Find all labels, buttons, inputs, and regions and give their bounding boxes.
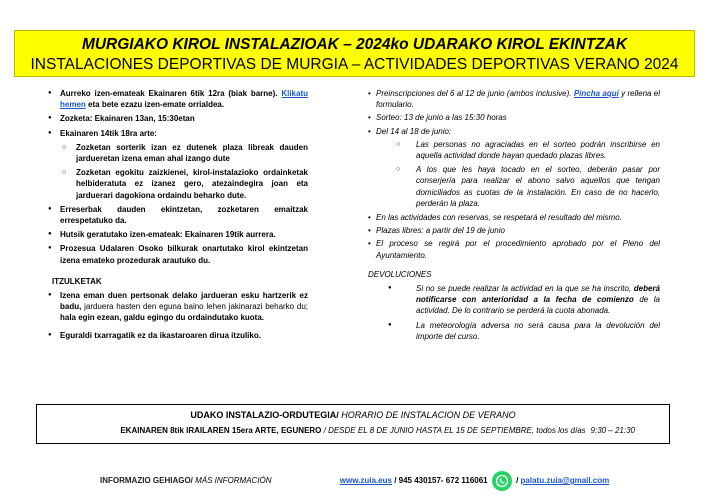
bullet-empty-places-eu: ● Hutsik geratutako izen-emateak: Ekainaren 19tik aurrera. [46,229,308,240]
title-banner [14,30,695,77]
subbullet-free-places-es: ○ Las personas no agraciadas en el sorteo podrán inscribirse en aquella actividad donde hayan quedado plazas libres. [368,139,660,161]
weather-rule-eu: ● Eguraldi txarragatik ez da ikastaroaren dirua itzuliko. [46,330,308,341]
schedule-title: UDAKO INSTALAZIO-ORDUTEGIA/ HORARIO DE INSTALACION DE VERANO [190,410,516,420]
refund-rule-es: ● Si no se puede realizar la actividad en la que se ha inscrito, deberá notificarse con anterioridad a la fecha de comienzo de la actividad. De lo contrario se perderá la cuota abonada. [368,283,660,317]
bullet-procedure-eu: ● Prozesua Udalaren Osoko bilkurak onartutako kirol ekintzetan izena emateko prozedurak arautuko du. [46,243,308,265]
subbullet-payment-eu: ○ Zozketan egokitu zaizkienei, kirol-instalazioko ordainketak helbideratuta ez izanez gero, atezaindegira joan eta jarduerari dagokiona ordaindu beharko dute. [46,167,308,201]
phone-numbers: / 945 430157- 672 116061 [391,476,488,486]
weather-rule-es: ● La meteorología adversa no será causa para la devolución del importe del curso. [368,320,660,342]
bullet-empty-places-es: • Plazas libres: a partir del 19 de junio [368,225,660,236]
schedule-dates: EKAINAREN 8tik IRAILAREN 15era ARTE, EGUNERO / DESDE EL 8 DE JUNIO HASTA EL 15 DE SEPTIEMBRE, todos los días 9:30 – 21:30 [120,426,635,435]
title-spanish: INSTALACIONES DEPORTIVAS DE MURGIA – ACTIVIDADES DEPORTIVAS VERANO 2024 [30,56,679,73]
refund-rule-eu: ● Izena eman duen pertsonak delako jardueran esku hartzerik ez badu, jarduera hasten den eguna baino lehen jakinarazi beharko du; hala egin ezean, galdu egingo du ordaindutako kuota. [46,290,308,324]
click-here-link[interactable]: Klikatu hemen [60,89,308,110]
bullet-preregistration-es: • Preinscripciones del 6 al 12 de junio (ambos inclusive). Pincha aquí y rellena el formulario. [368,88,660,110]
refunds-heading-eu: ITZULKETAK [52,276,102,286]
bullet-dates-eu: ● Ekainaren 14tik 18ra arte: [46,128,308,139]
bullet-procedure-es: • El proceso se regirá por el procedimiento aprobado por el Pleno del Ayuntamiento. [368,238,660,260]
bullet-draw-es: • Sorteo: 13 de junio a las 15:30 horas [368,112,660,123]
whatsapp-icon[interactable] [492,471,512,491]
schedule-box [36,404,670,444]
bullet-dates-es: • Del 14 al 18 de junio: [368,126,660,137]
title-basque: MURGIAKO KIROL INSTALAZIOAK – 2024ko UDARAKO KIROL EKINTZAK [81,36,628,53]
website-link[interactable]: www.zuia.eus [339,476,392,486]
bullet-reservations-eu: ● Erreserbak dauden ekintzetan, zozketaren emaitzak errespetatuko da. [46,204,308,226]
schedule-time: 9:30 – 21:30 [590,426,635,435]
refunds-heading-es: DEVOLUCIONES [368,269,432,279]
subbullet-free-places-eu: ○ Zozketan sorterik izan ez dutenek plaza libreak dauden jardueretan izena eman ahal izango dute [46,142,308,164]
bullet-draw-eu: ● Zozketa: Ekainaren 13an, 15:30etan [46,113,308,124]
bullet-preregistration-eu: ● Aurreko izen-emateak Ekainaren 6tik 12ra (biak barne). Klikatu hemen eta bete ezazu izen-emate orrialdea. [46,88,308,110]
pincha-aqui-link[interactable]: Pincha aquí [573,89,619,98]
bullet-reservations-es: • En las actividades con reservas, se respetará el resultado del mismo. [368,212,660,223]
footer-contact: INFORMAZIO GEHIAGO/ MÁS INFORMACIÓN www.zuia.eus / 945 430157- 672 116061 / palatu.zuia@gmail.com [100,471,609,491]
spanish-column [368,88,660,345]
subbullet-payment-es: ○ A los que les haya tocado en el sorteo, deberán pasar por conserjería para realizar el abono salvo aquellos que tengan domiciliados as cuotas de la instalación. En caso de no hacerlo, perderán la plaza. [368,164,660,209]
email-link[interactable]: palatu.zuia@gmail.com [520,476,610,486]
basque-column [46,88,308,344]
